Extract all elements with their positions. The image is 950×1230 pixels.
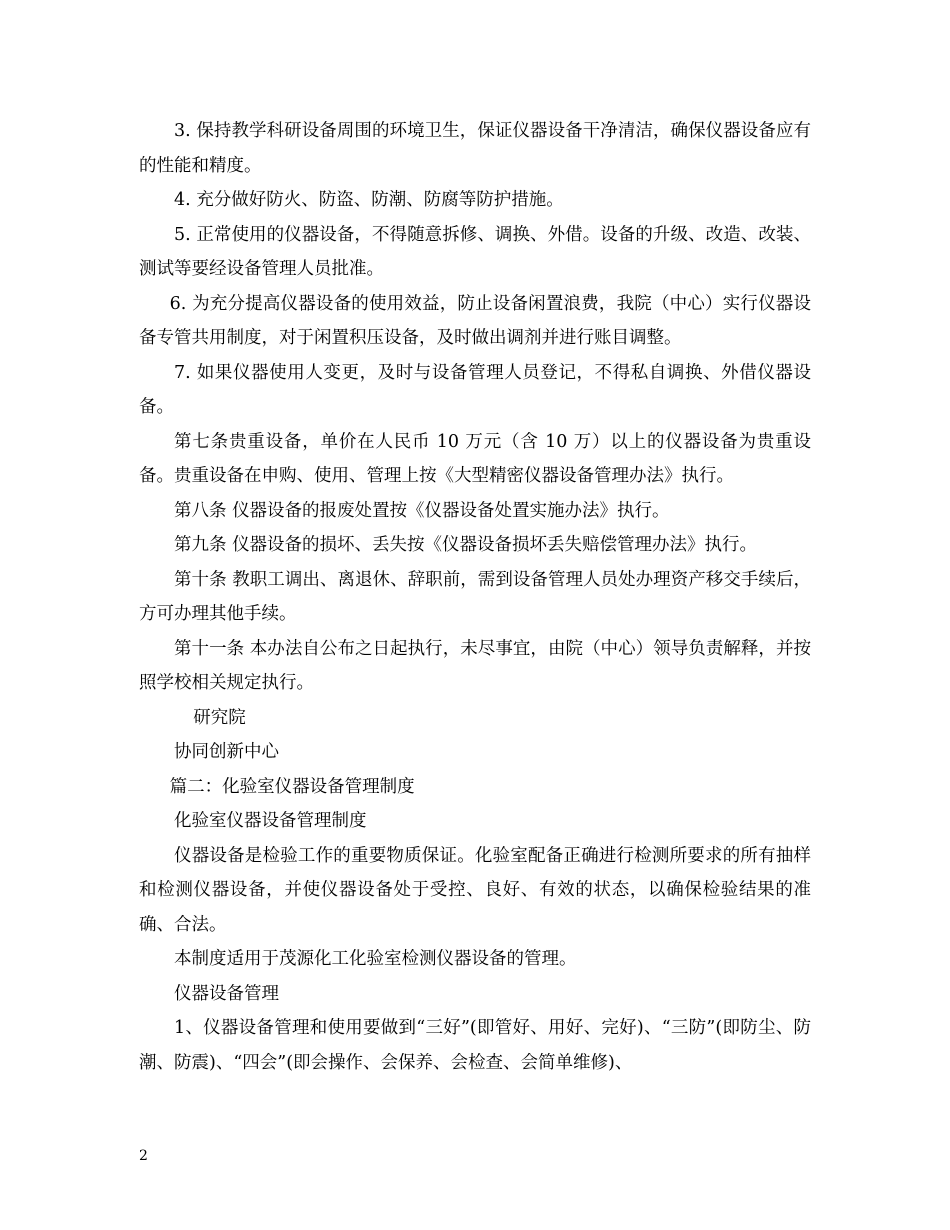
subsection-heading: 仪器设备管理 xyxy=(174,983,279,1004)
paragraph-item-4: 4. 充分做好防火、防盗、防潮、防腐等防护措施。 xyxy=(174,190,564,210)
paragraph-article-7: 第七条贵重设备，单价在人民币 10 万元（含 10 万）以上的仪器设备为贵重设备。贵重设备在申购、使用、管理上按《大型精密仪器设备管理办法》执行。 xyxy=(139,431,811,486)
page-number: 2 xyxy=(139,1148,148,1164)
paragraph-article-9: 第九条 仪器设备的损坏、丢失按《仪器设备损坏丢失赔偿管理办法》执行。 xyxy=(174,535,758,555)
paragraph-item-3: 3. 保持教学科研设备周围的环境卫生，保证仪器设备干净清洁，确保仪器设备应有的性能和精度。 xyxy=(139,121,811,176)
paragraph-scope: 本制度适用于茂源化工化验室检测仪器设备的管理。 xyxy=(174,949,577,969)
paragraph-intro: 仪器设备是检验工作的重要物质保证。化验室配备正确进行检测所要求的所有抽样和检测仪器设备，并使仪器设备处于受控、良好、有效的状态，以确保检验结果的准确、合法。 xyxy=(139,845,811,935)
section-title: 化验室仪器设备管理制度 xyxy=(174,811,367,831)
paragraph-rule-1: 1、仪器设备管理和使用要做到“三好”(即管好、用好、完好)、“三防”(即防尘、防潮、防震)、“四会”(即会操作、会保养、会检查、会简单维修)、 xyxy=(139,1018,811,1073)
paragraph-item-7: 7. 如果仪器使用人变更，及时与设备管理人员登记，不得私自调换、外借仪器设备。 xyxy=(139,362,811,417)
paragraph-item-5: 5. 正常使用的仪器设备，不得随意拆修、调换、外借。设备的升级、改造、改装、测试等要经设备管理人员批准。 xyxy=(139,224,811,279)
paragraph-article-8: 第八条 仪器设备的报废处置按《仪器设备处置实施办法》执行。 xyxy=(174,500,670,521)
section-heading: 篇二：化验室仪器设备管理制度 xyxy=(169,776,415,797)
signature-institute: 研究院 xyxy=(193,707,246,728)
document-body xyxy=(139,114,811,1080)
paragraph-article-10: 第十条 教职工调出、离退休、辞职前，需到设备管理人员处办理资产移交手续后，方可办理其他手续。 xyxy=(139,569,811,624)
paragraph-item-6: 6. 为充分提高仪器设备的使用效益，防止设备闲置浪费，我院（中心）实行仪器设备专管共用制度，对于闲置积压设备，及时做出调剂并进行账目调整。 xyxy=(139,293,811,348)
paragraph-article-11: 第十一条 本办法自公布之日起执行，未尽事宜，由院（中心）领导负责解释，并按照学校相关规定执行。 xyxy=(139,638,811,693)
signature-center: 协同创新中心 xyxy=(174,742,279,762)
